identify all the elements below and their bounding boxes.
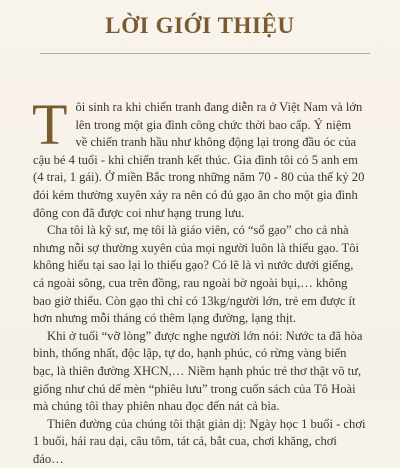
body-text (32, 92, 366, 468)
drop-cap-letter: T (32, 92, 68, 157)
paragraph-1 (32, 92, 366, 222)
page-title: LỜI GIỚI THIỆU (105, 13, 295, 38)
paragraph-1-text: ôi sinh ra khi chiến tranh đang diễn ra ở Việt Nam và lớn lên trong một gia đình công chức thời bao cấp. Ý niệm về chiến tranh hầu như không động lại trong đầu óc của cậu bé 4 tuổi - khi chiến tranh kết thúc. Gia đình tôi có 5 anh em (4 trai, 1 gái). Ở miền Bắc trong những năm 70 - 80 của thế kỷ 20 đói kém thường xuyên xảy ra nên có đủ gạo ăn cho một gia đình đông con đã được coi như hạng trung lưu. (33, 100, 365, 220)
paragraph-2: Cha tôi là kỹ sư, mẹ tôi là giáo viên, có “sổ gạo” cho cả nhà nhưng nỗi sợ thường xuyên của mọi người luôn là thiếu gạo. Tôi không hiểu tại sao lại lo thiếu gạo? Có lẽ là vì nước dưới giếng, cá ngoài sông, cua trên đồng, rau ngoài bờ ngoài bụi,… không bao giờ thiếu. Còn gạo thì chỉ có 13kg/người lớn, trẻ em được ít hơn nhưng mỗi tháng có thêm lạng đường, lạng thịt. (33, 223, 359, 326)
paragraph-3: Khi ở tuổi “vỡ lòng” được nghe người lớn nói: Nước ta đã hòa bình, thống nhất, độc lập, tự do, hạnh phúc, có rừng vàng biển bạc, là thiên đường XHCN,… Niềm hạnh phúc trẻ thơ thật vô tư, giống như chú dế mèn “phiêu lưu” trong cuốn sách của Tô Hoài mà chúng tôi thay phiên nhau đọc đến nát cả bìa. (33, 328, 363, 414)
title-divider (40, 53, 370, 54)
paragraph-4: Thiên đường của chúng tôi thật giản dị: Ngày học 1 buổi - chơi 1 buổi, hái rau dại, câu tôm, tát cá, bắt cua, chơi khăng, chơi đáo… (33, 416, 366, 466)
